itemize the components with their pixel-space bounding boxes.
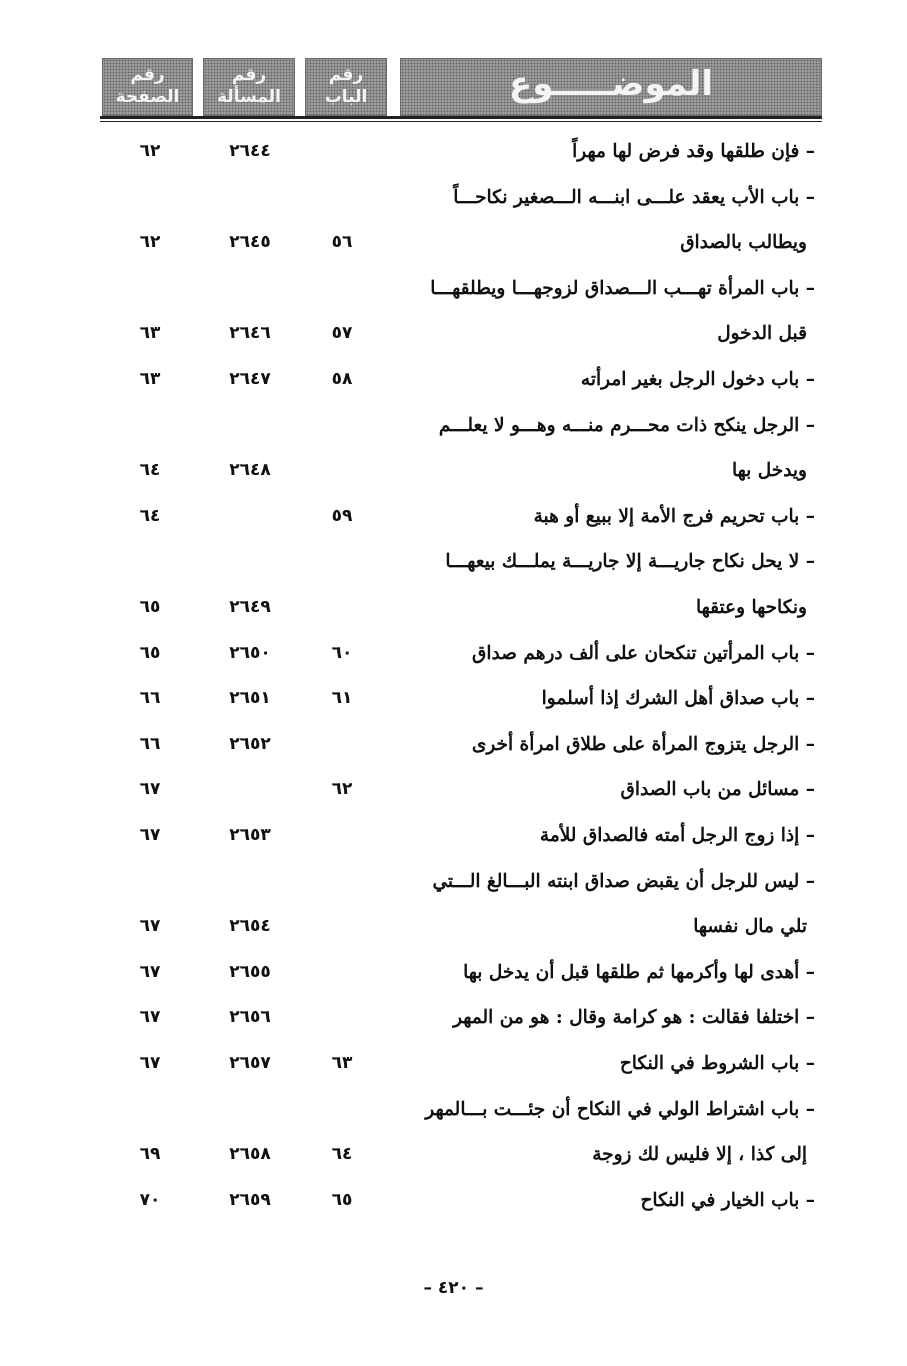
toc-row: [0, 819, 907, 865]
toc-entry-title: – فإن طلقها وقد فرض لها مهراً: [572, 141, 815, 162]
toc-entry-title: – لا يحل نكاح جاريـــة إلا جاريـــة يملـــك بيعهـــا: [445, 551, 815, 573]
toc-entry-title: – باب المرأة تهـــب الـــصداق لزوجهـــا ويطلقهـــا: [430, 277, 815, 299]
toc-page-number: ٦٢: [139, 141, 161, 161]
toc-masala-number: ٢٦٥٥: [229, 961, 271, 982]
header-masala-line2: المسألة: [217, 87, 281, 107]
page-number: – ٤٢٠ –: [423, 1278, 484, 1298]
header-masala-line1: رقم: [231, 65, 267, 85]
toc-page-number: ٦٤: [139, 460, 161, 481]
toc-page-number: ٦٧: [139, 1053, 161, 1073]
toc-bab-number: ٦١: [331, 688, 353, 709]
toc-row: [0, 1047, 907, 1093]
toc-page-number: ٦٧: [139, 1007, 161, 1028]
header-bab-line2: الباب: [324, 87, 368, 107]
toc-bab-number: ٦٠: [331, 642, 353, 663]
toc-row: [0, 1184, 907, 1230]
header-bab-line1: رقم: [328, 65, 364, 85]
toc-row: [0, 545, 907, 591]
toc-row: [0, 272, 907, 318]
toc-masala-number: ٢٦٥٣: [229, 825, 271, 845]
toc-page-number: ٦٧: [139, 825, 161, 845]
toc-masala-number: ٢٦٥٨: [229, 1144, 271, 1165]
header-subject-label: الموضـــــوع: [508, 64, 714, 104]
toc-row: [0, 409, 907, 455]
toc-entry-title: – أهدى لها وأكرمها ثم طلقها قبل أن يدخل بها: [463, 961, 815, 983]
toc-row: [0, 1138, 907, 1184]
toc-page-number: ٦٧: [139, 961, 161, 982]
toc-row: [0, 500, 907, 546]
toc-row: [0, 1001, 907, 1047]
toc-entry-title: قبل الدخول: [717, 323, 807, 345]
toc-masala-number: ٢٦٥٧: [229, 1053, 271, 1073]
toc-entry-title: – باب الخيار في النكاح: [640, 1189, 815, 1211]
toc-page-number: ٦٥: [139, 642, 161, 663]
toc-bab-number: ٦٣: [331, 1053, 353, 1073]
toc-page-number: ٦٣: [139, 369, 161, 389]
header-masala: [203, 58, 295, 116]
toc-entry-title: – باب صداق أهل الشرك إذا أسلموا: [541, 688, 815, 710]
toc-row: [0, 682, 907, 728]
toc-entry-title: ونكاحها وعتقها: [695, 597, 807, 618]
toc-masala-number: ٢٦٥٦: [229, 1007, 271, 1028]
toc-masala-number: ٢٦٤٥: [229, 232, 271, 253]
toc-entry-title: ويطالب بالصداق: [680, 232, 807, 254]
toc-row: [0, 910, 907, 956]
toc-masala-number: ٢٦٥٤: [229, 916, 271, 937]
toc-entry-title: – إذا زوج الرجل أمته فالصداق للأمة: [539, 825, 815, 846]
toc-entry-title: – ليس للرجل أن يقبض صداق ابنته البـــالغ الـــتي: [432, 870, 815, 892]
toc-row: [0, 865, 907, 911]
table-header: [100, 55, 822, 125]
toc-page-number: ٦٤: [139, 505, 161, 526]
toc-row: [0, 956, 907, 1002]
header-page-line2: الصفحة: [115, 87, 180, 107]
toc-row: [0, 317, 907, 363]
toc-page-number: ٦٣: [139, 323, 161, 344]
toc-bab-number: ٥٦: [331, 232, 353, 253]
toc-row: [0, 728, 907, 774]
toc-page-number: ٦٥: [139, 597, 161, 617]
toc-entry-title: – باب دخول الرجل بغير امرأته: [580, 369, 815, 390]
toc-page-number: ٦٦: [139, 733, 161, 754]
toc-entry-title: تلي مال نفسها: [693, 916, 807, 938]
header-bab: [305, 58, 387, 116]
toc-page-number: ٦٩: [139, 1144, 161, 1165]
toc-bab-number: ٥٨: [331, 369, 353, 389]
toc-masala-number: ٢٦٥٠: [229, 642, 271, 663]
toc-entry-title: – مسائل من باب الصداق: [620, 779, 815, 801]
toc-row: [0, 637, 907, 683]
toc-page-number: ٦٧: [139, 779, 161, 800]
toc-page-number: ٧٠: [139, 1189, 161, 1210]
toc-row: [0, 591, 907, 637]
toc-bab-number: ٥٧: [331, 323, 353, 344]
toc-entry-title: ويدخل بها: [732, 460, 807, 482]
toc-bab-number: ٦٤: [331, 1144, 353, 1165]
toc-entry-title: – باب المرأتين تنكحان على ألف درهم صداق: [472, 642, 815, 664]
toc-entry-title: – باب الأب يعقد علـــى ابنـــه الـــصغير نكاحـــاً: [453, 186, 815, 208]
header-subject: [400, 58, 822, 116]
toc-row: [0, 454, 907, 500]
toc-entry-title: – الرجل ينكح ذات محـــرم منـــه وهـــو لا يعلـــم: [438, 414, 815, 436]
toc-entry-title: – باب الشروط في النكاح: [619, 1053, 815, 1074]
toc-row: [0, 363, 907, 409]
toc-entry-title: – باب اشتراط الولي في النكاح أن جئـــت بـــالمهر: [425, 1098, 815, 1120]
toc-row: [0, 1093, 907, 1139]
toc-masala-number: ٢٦٤٨: [229, 460, 271, 481]
toc-bab-number: ٦٥: [331, 1189, 353, 1210]
toc-masala-number: ٢٦٤٦: [229, 323, 271, 344]
toc-page-number: ٦٢: [139, 232, 161, 253]
toc-row: [0, 181, 907, 227]
toc-row: [0, 773, 907, 819]
header-rule: [100, 116, 822, 119]
toc-masala-number: ٢٦٥٩: [229, 1189, 271, 1210]
toc-bab-number: ٦٢: [331, 779, 353, 800]
toc-page-number: ٦٧: [139, 916, 161, 937]
header-rule-thin: [100, 121, 822, 122]
header-page: [102, 58, 193, 116]
toc-masala-number: ٢٦٤٩: [229, 597, 271, 617]
toc-masala-number: ٢٦٥١: [229, 688, 271, 709]
toc-entry-title: – باب تحريم فرج الأمة إلا ببيع أو هبة: [533, 505, 815, 527]
toc-bab-number: ٥٩: [331, 505, 353, 526]
toc-page-number: ٦٦: [139, 688, 161, 709]
toc-masala-number: ٢٦٤٧: [229, 369, 271, 389]
toc-masala-number: ٢٦٥٢: [229, 733, 271, 754]
toc-masala-number: ٢٦٤٤: [229, 141, 271, 161]
header-page-line1: رقم: [130, 65, 165, 85]
toc-entry-title: إلى كذا ، إلا فليس لك زوجة: [592, 1144, 807, 1166]
toc-row: [0, 135, 907, 181]
toc-entry-title: – اختلفا فقالت : هو كرامة وقال : هو من المهر: [453, 1007, 815, 1029]
toc-entry-title: – الرجل يتزوج المرأة على طلاق امرأة أخرى: [471, 733, 815, 755]
toc-row: [0, 226, 907, 272]
